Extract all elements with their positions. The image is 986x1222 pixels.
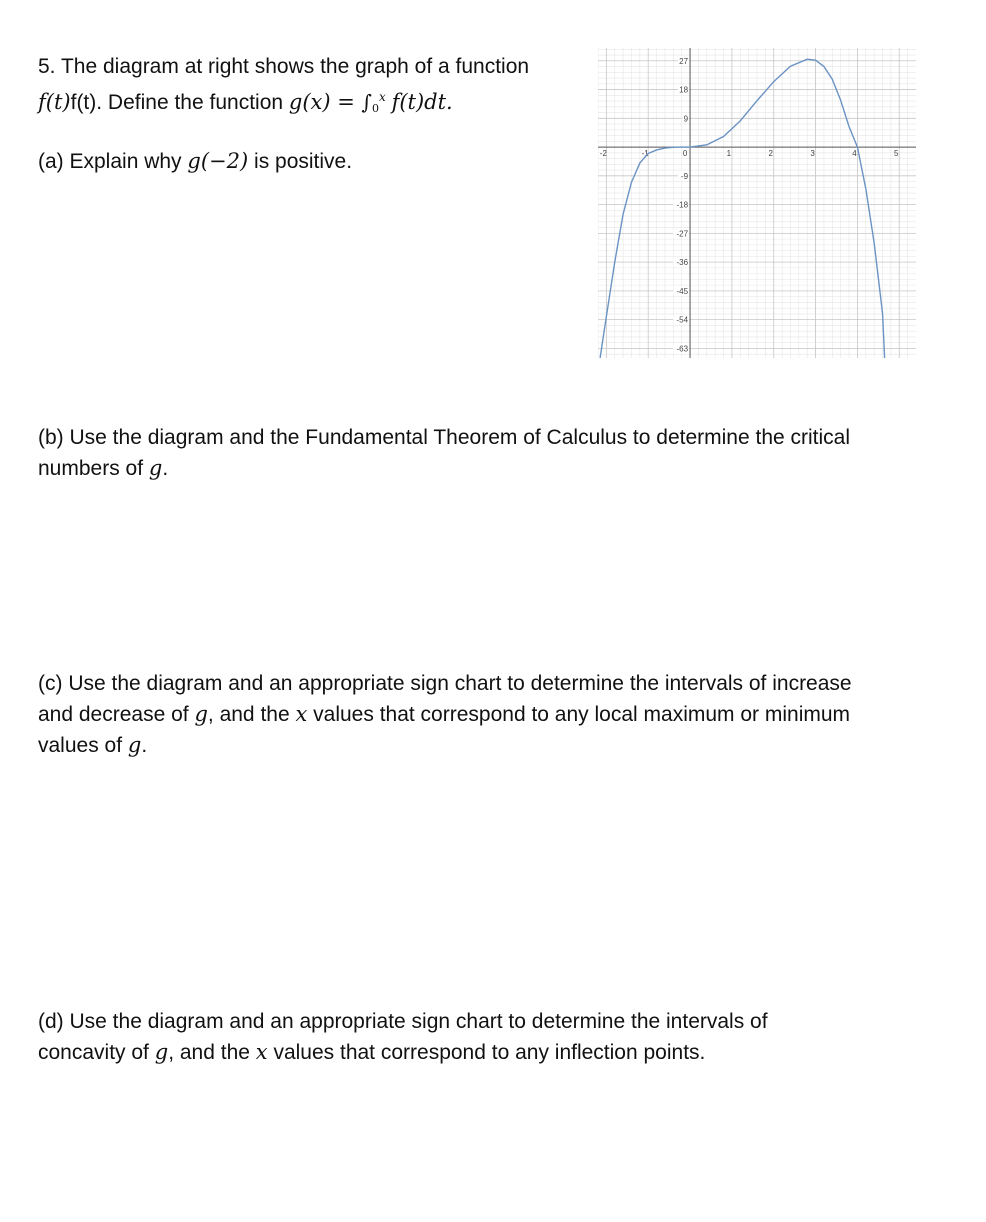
- problem-header-line1: 5. The diagram at right shows the graph of a function: [38, 55, 530, 78]
- part-d-line2-post: values that correspond to any inflection points.: [267, 1041, 706, 1064]
- var-g: g: [194, 702, 208, 726]
- var-x: x: [295, 702, 308, 726]
- y-tick-label: -63: [676, 344, 689, 354]
- x-tick-label: 4: [852, 149, 857, 159]
- integrand: f(t)dt.: [391, 90, 453, 114]
- part-c-line2: [38, 699, 938, 730]
- var-x: x: [255, 1040, 268, 1064]
- x-tick-label: -2: [599, 149, 607, 159]
- part-b: [38, 423, 938, 484]
- part-b-line2-text: numbers of: [38, 457, 149, 480]
- integral-lower-limit: 0: [371, 102, 379, 115]
- series-line-f: [600, 56, 885, 358]
- part-c-line2-pre: and decrease of: [38, 703, 195, 726]
- x-tick-label: 5: [894, 149, 899, 159]
- x-tick-label: 2: [768, 149, 773, 159]
- problem-header-line2: [38, 82, 583, 124]
- header-line2-text: f(t). Define the function: [70, 91, 289, 114]
- part-d-line1: (d) Use the diagram and an appropriate sign chart to determine the intervals of: [38, 1010, 768, 1033]
- y-tick-label: -36: [676, 258, 689, 268]
- part-d-line2-pre: concavity of: [38, 1041, 155, 1064]
- y-tick-label: -45: [676, 286, 689, 296]
- integral-symbol: ∫: [361, 90, 372, 114]
- problem-header: [38, 52, 583, 124]
- y-tick-label: 27: [679, 56, 689, 66]
- part-c-line1: (c) Use the diagram and an appropriate sign chart to determine the intervals of increase: [38, 672, 852, 695]
- part-a-text-pre: (a) Explain why: [38, 150, 188, 173]
- y-tick-label: -27: [676, 229, 689, 239]
- var-g: g: [127, 733, 142, 757]
- part-d-line2-mid: , and the: [168, 1041, 256, 1064]
- x-tick-label: -1: [641, 149, 649, 159]
- part-d: [38, 1007, 938, 1068]
- part-b-line2: [38, 453, 938, 484]
- part-a-text-post: is positive.: [248, 150, 353, 173]
- part-c: [38, 669, 938, 761]
- var-g: g: [148, 456, 163, 480]
- y-tick-label: -54: [676, 315, 689, 325]
- y-tick-label: 9: [683, 114, 689, 124]
- part-b-line1: (b) Use the diagram and the Fundamental Theorem of Calculus to determine the critical: [38, 426, 851, 449]
- function-graph: [598, 48, 916, 358]
- part-c-period: .: [141, 734, 148, 757]
- part-c-line2-post: values that correspond to any local maximum or minimum: [307, 703, 851, 726]
- x-tick-label: 1: [726, 149, 732, 159]
- x-tick-label: 0: [682, 149, 688, 159]
- part-b-period: .: [162, 457, 169, 480]
- x-tick-label: 3: [810, 149, 815, 159]
- part-d-line2: [38, 1037, 938, 1068]
- var-g: g: [154, 1040, 169, 1064]
- part-c-line3-pre: values of: [38, 734, 128, 757]
- y-tick-label: 18: [679, 85, 689, 95]
- y-tick-label: -18: [676, 200, 689, 210]
- part-a-expression: g(−2): [187, 149, 249, 173]
- part-a: [38, 146, 583, 177]
- function-f-of-t: f(t): [38, 90, 71, 114]
- part-c-line2-mid: , and the: [207, 703, 296, 726]
- g-definition: g(x) =: [288, 90, 362, 114]
- integral-upper-limit: x: [378, 90, 386, 104]
- part-c-line3: [38, 730, 938, 761]
- y-tick-label: -9: [680, 171, 689, 181]
